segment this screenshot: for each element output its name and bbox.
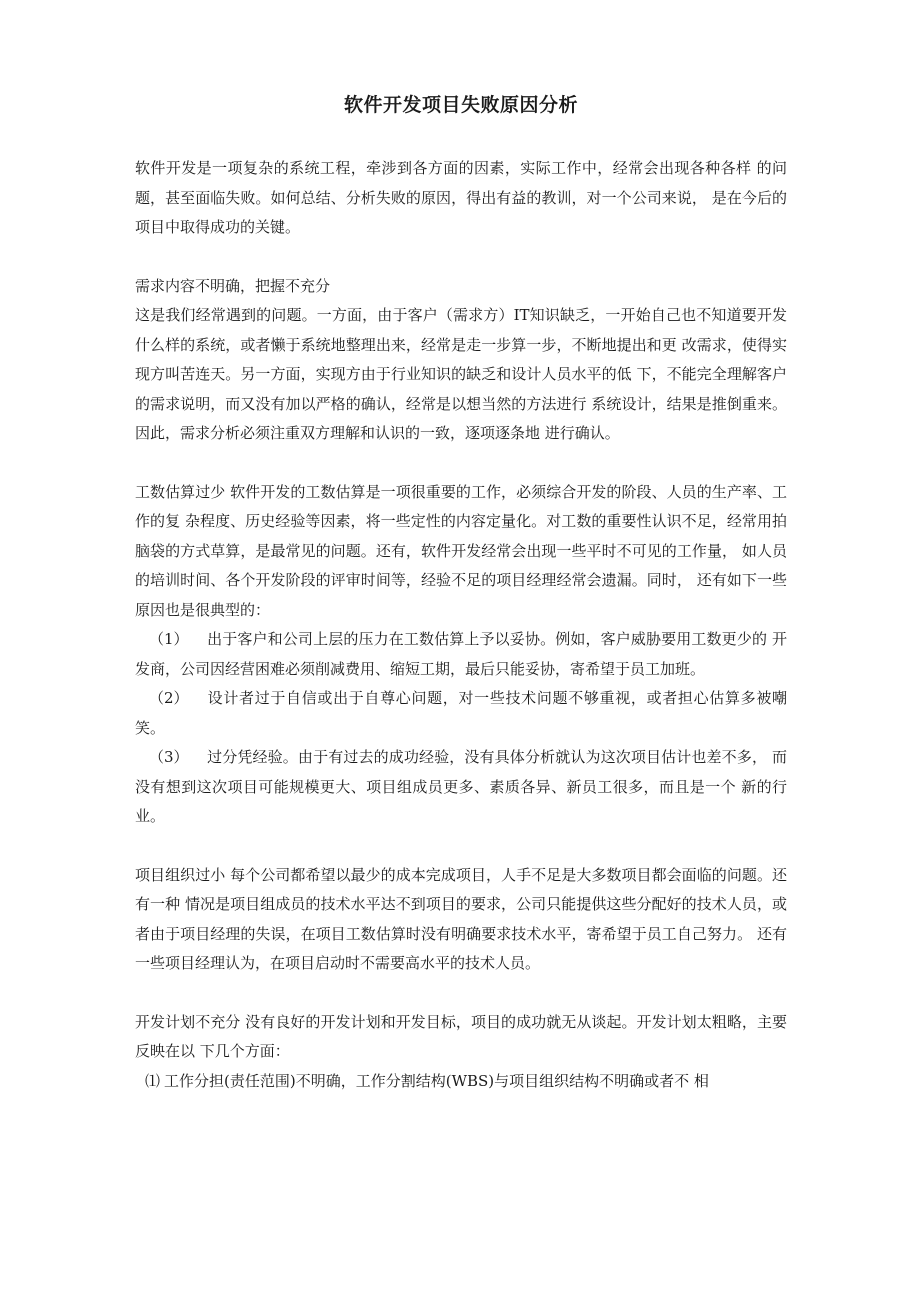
list-item [135,625,787,684]
list-item [135,743,787,832]
paragraph-gap [135,243,787,272]
document-page [135,90,787,1096]
list-item-text: 工作分担(责任范围)不明确，工作分割结构(WBS)与项目组织结构不明确或者不 相 [164,1071,709,1090]
paragraph-gap [135,449,787,478]
section2-body: 工数估算过少 软件开发的工数估算是一项很重要的工作，必须综合开发的阶段、人员的生产率、工作的复 杂程度、历史经验等因素，将一些定性的内容定量化。对工数的重要性认识不足，经常用拍 脑袋的方式草算，是最常见的问题。还有，软件开发经常会出现一些平时不可见的工作量， 如人员的培训时间、各个开发阶段的评审时间等，经验不足的项目经理经常会遗漏。同时， 还有如下一些原因也是很典型的： [135,482,787,619]
paragraph-gap [135,832,787,861]
list-item [135,1067,787,1097]
list-item [135,684,787,743]
paragraph-gap [135,979,787,1008]
list-item-text: 设计者过于自信或出于自尊心问题，对一些技术问题不够重视，或者担心估算多被嘲 笑。 [135,689,787,737]
list-item-text: 出于客户和公司上层的压力在工数估算上予以妥协。例如，客户威胁要用工数更少的 开发商，公司因经营困难必须削减费用、缩短工期，最后只能妥协，寄希望于员工加班。 [135,630,787,678]
section4-body: 开发计划不充分 没有良好的开发计划和开发目标，项目的成功就无从谈起。开发计划太粗略，主要反映在以 下几个方面： [135,1012,787,1060]
document-title: 软件开发项目失败原因分析 [343,94,578,116]
list-item-number: （3） [149,748,189,766]
list-item-number: ⑴ [145,1071,161,1090]
intro-paragraph: 软件开发是一项复杂的系统工程，牵涉到各方面的因素，实际工作中，经常会出现各种各样 的问题，甚至面临失败。如何总结、分析失败的原因，得出有益的教训，对一个公司来说， 是在今后的项目中取得成功的关键。 [135,159,787,236]
list-item-number: （1） [149,630,189,648]
list-item-number: （2） [149,689,189,707]
section1-body: 这是我们经常遇到的问题。一方面，由于客户（需求方）IT知识缺乏，一开始自己也不知道要开发什么样的系统，或者懒于系统地整理出来，经常是走一步算一步，不断地提出和更 改需求，使得实现方叫苦连天。另一方面，实现方由于行业知识的缺乏和设计人员水平的低 下，不能完全理解客户的需求说明，而又没有加以严格的确认，经常是以想当然的方法进行 系统设计，结果是推倒重来。因此，需求分析必须注重双方理解和认识的一致，逐项逐条地 进行确认。 [135,306,787,442]
list-item-text: 过分凭经验。由于有过去的成功经验，没有具体分析就认为这次项目估计也差不多， 而没有想到这次项目可能规模更大、项目组成员更多、素质各异、新员工很多，而且是一个 新的行业。 [135,748,787,825]
section3-body: 项目组织过小 每个公司都希望以最少的成本完成项目，人手不足是大多数项目都会面临的问题。还有一种 情况是项目组成员的技术水平达不到项目的要求，公司只能提供这些分配好的技术人员，或 者由于项目经理的失误，在项目工数估算时没有明确要求技术水平，寄希望于员工自己努力。 还有一些项目经理认为，在项目启动时不需要高水平的技术人员。 [135,865,787,972]
section1-heading: 需求内容不明确，把握不充分 [135,276,331,295]
